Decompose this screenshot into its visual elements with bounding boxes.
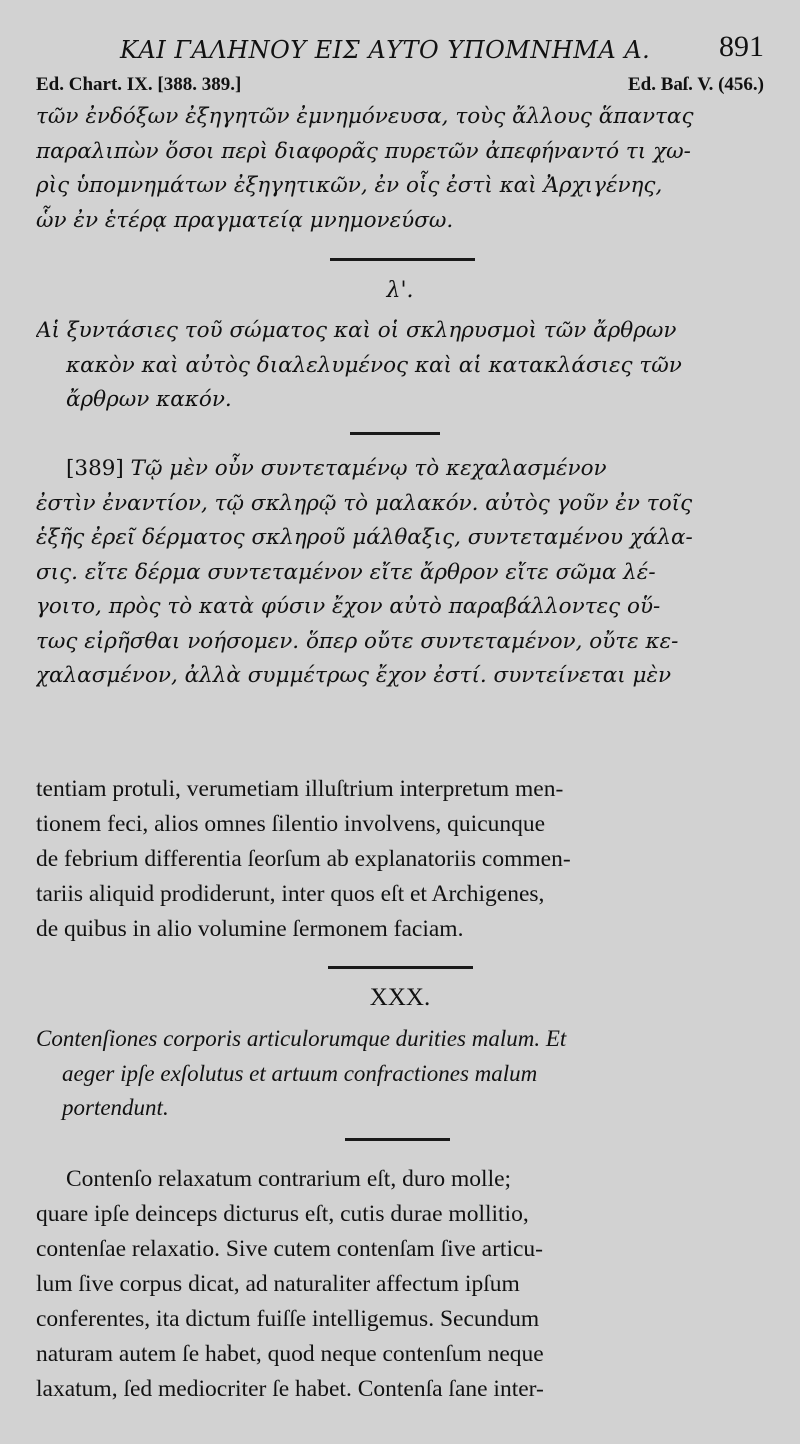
greek-commentary-line: ἑξῆς ἐρεῖ δέρματος σκληροῦ μάλθαξις, συντεταμένου χάλα- [36,525,693,550]
edition-references [36,74,764,102]
greek-commentary-line: σις. εἴτε δέρμα συντεταμένον εἴτε ἄρθρον εἴτε σῶμα λέ- [36,559,656,585]
greek-commentary [36,452,764,694]
latin-aphorism-line: Contenſiones corporis articulorumque durities malum. Et [36,1026,567,1051]
latin-intro-line: tentiam protuli, verumetiam illuſtrium interpretum men- [36,776,564,802]
greek-intro-text [36,100,764,238]
greek-intro-line: παραλιπὼν ὅσοι περὶ διαφορᾶς πυρετῶν ἀπεφήναντό τι χω- [36,138,691,164]
greek-intro-line: ρὶς ὑπομνημάτων ἐξηγητικῶν, ἐν οἷς ἐστὶ καὶ Ἀρχιγένης, [36,173,663,198]
latin-aphorism [36,1022,764,1126]
latin-intro-line: de quibus in alio volumine ſermonem faciam. [36,916,464,942]
section-divider [345,1138,450,1141]
latin-intro-line: de febrium differentia ſeorſum ab explanatoriis commen- [36,846,571,872]
section-divider [328,966,473,969]
latin-commentary-line: quare ipſe deinceps dicturus eſt, cutis durae mollitio, [36,1201,529,1227]
greek-aphorism [36,314,764,418]
latin-commentary-line: conferentes, ita dictum fuiſſe intelligemus. Secundum [36,1306,540,1332]
greek-commentary-line: τως εἰρῆσθαι νοήσομεν. ὅπερ οὔτε συντεταμένον, οὔτε κε- [36,628,679,654]
greek-commentary-line: γοιτο, πρὸς τὸ κατὰ φύσιν ἔχον αὐτὸ παραβάλλοντες οὕ- [36,594,661,619]
greek-intro-line: τῶν ἐνδόξων ἐξηγητῶν ἐμνημόνευσα, τοὺς ἄλλους ἅπαντας [36,104,694,129]
latin-section-number: XXX. [369,984,431,1011]
latin-commentary-line: lum ſive corpus dicat, ad naturaliter affectum ipſum [36,1271,520,1297]
latin-aphorism-line: portendunt. [62,1095,169,1120]
latin-commentary-line: laxatum, ſed mediocriter ſe habet. Contenſa ſane inter- [36,1376,544,1402]
page-marginal-ref: [389] [66,456,124,481]
greek-aphorism-line: Αἱ ξυντάσιες τοῦ σώματος καὶ οἱ σκληρυσμοὶ τῶν ἄρθρων [36,318,677,343]
chartier-edition-ref: Ed. Chart. IX. [388. 389.] [36,74,242,95]
greek-commentary-line: Τῷ μὲν οὖν συντεταμένῳ τὸ κεχαλασμένον [130,456,607,481]
greek-aphorism-line: κακὸν καὶ αὐτὸς διαλελυμένος καὶ αἱ κατακλάσιες τῶν [66,352,682,378]
greek-intro-line: ὧν ἐν ἑτέρᾳ πραγματείᾳ μνημονεύσω. [36,207,454,233]
latin-commentary-line: Contenſo relaxatum contrarium eſt, duro molle; [66,1166,512,1192]
greek-section-number: λ'. [386,278,414,303]
basel-edition-ref: Ed. Baſ. V. (456.) [627,74,764,95]
latin-intro-line: tionem feci, alios omnes ſilentio involvens, quicunque [36,811,546,837]
greek-aphorism-line: ἄρθρων κακόν. [66,387,232,412]
page-header [36,30,764,70]
latin-commentary-line: contenſae relaxatio. Sive cutem contenſam ſive articu- [36,1236,543,1262]
section-divider [350,432,440,435]
greek-commentary-line: ἐστὶν ἐναντίον, τῷ σκληρῷ τὸ μαλακόν. αὐτὸς γοῦν ἐν τοῖς [36,490,693,516]
section-divider [330,258,475,261]
greek-commentary-line: χαλασμένον, ἀλλὰ συμμέτρως ἔχον ἐστί. συντείνεται μὲν [36,663,672,688]
latin-commentary-line: naturam autem ſe habet, quod neque contenſum neque [36,1341,544,1367]
latin-intro-text [36,772,764,947]
running-title: ΚΑΙ ΓΑΛΗΝΟΥ ΕΙΣ ΑΥΤΟ ΥΠΟΜΝΗΜΑ Α. [120,36,651,64]
latin-aphorism-line: aeger ipſe exſolutus et artuum confractiones malum [62,1060,538,1086]
page-number: 891 [719,30,764,63]
latin-commentary [36,1162,764,1407]
latin-intro-line: tariis aliquid prodiderunt, inter quos eſt et Archigenes, [36,881,545,907]
